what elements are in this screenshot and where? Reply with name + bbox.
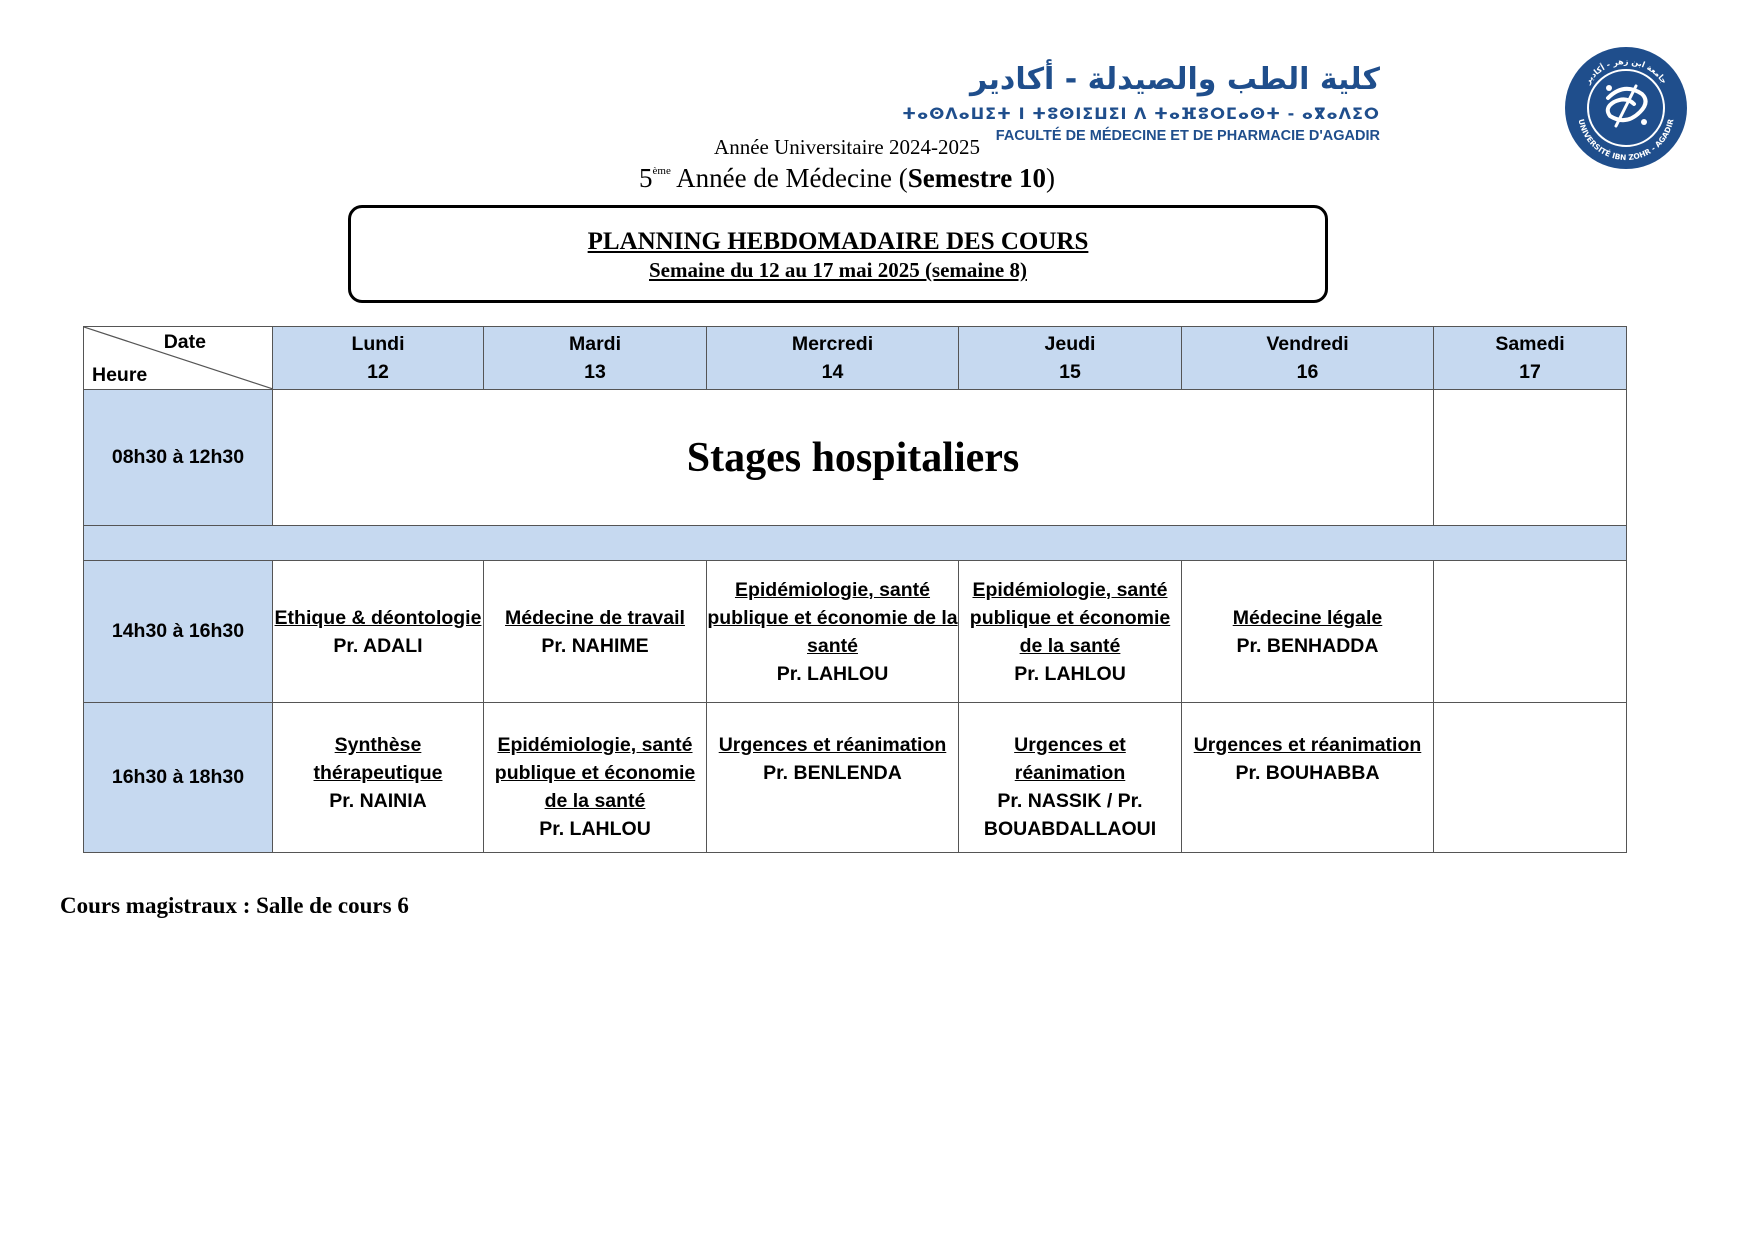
level-superscript: ème [652,165,671,177]
time-slot-morning: 08h30 à 12h30 [84,390,273,526]
day-header-lundi [273,327,484,390]
planning-title-box [348,205,1328,303]
day-header-mercredi [707,327,959,390]
time-slot-1430: 14h30 à 16h30 [84,561,273,703]
course-title: Ethique & déontologie [274,606,482,629]
semester-label: Semestre 10 [907,163,1046,193]
day-header-mardi [484,327,707,390]
corner-date-label: Date [163,331,206,353]
lunch-separator-row [84,526,1627,561]
day-header-jeudi [959,327,1182,390]
course-cell [273,703,484,853]
table-row-slot1 [84,561,1627,703]
course-title: Urgences et réanimation [1014,734,1126,784]
course-cell [707,561,959,703]
course-cell [484,561,707,703]
seal-bottom-text: UNIVERSITÉ IBN ZOHR - AGADIR [1576,118,1676,163]
time-slot-1630: 16h30 à 18h30 [84,703,273,853]
professor-name: Pr. LAHLOU [539,818,651,840]
day-header-samedi [1434,327,1627,390]
day-number: 16 [1296,361,1319,383]
table-row-morning [84,390,1627,526]
professor-name: Pr. BOUHABBA [1235,762,1380,784]
stages-hospitaliers-cell: Stages hospitaliers [273,390,1434,526]
day-number: 14 [821,361,844,383]
weekly-schedule-table [83,326,1627,853]
empty-cell-samedi-slot2 [1434,703,1627,853]
day-name: Mardi [568,333,621,355]
course-title: Urgences et réanimation [718,734,947,756]
course-cell [959,561,1182,703]
level-number: 5 [639,163,653,193]
course-cell [1182,703,1434,853]
professor-name: Pr. LAHLOU [1014,662,1126,685]
academic-year: Année Universitaire 2024-2025 [714,135,980,159]
day-name: Vendredi [1266,333,1349,355]
faculty-name-french: FACULTÉ DE MÉDECINE ET DE PHARMACIE D'AGADIR [995,128,1380,144]
course-title: Synthèse thérapeutique [313,734,443,784]
course-title: Epidémiologie, santé publique et économie de la santé [969,578,1171,657]
professor-name: Pr. ADALI [333,634,423,657]
course-title: Médecine de travail [505,606,685,629]
day-number: 15 [1059,361,1081,383]
professor-name: Pr. NASSIK / Pr. BOUABDALLAOUI [983,790,1157,840]
empty-cell-samedi-slot1 [1434,561,1627,703]
study-level [0,163,1694,194]
day-name: Jeudi [1044,333,1096,355]
course-cell [707,703,959,853]
corner-header-cell [84,327,273,390]
professor-name: Pr. NAINIA [329,790,427,812]
course-cell [959,703,1182,853]
course-cell [484,703,707,853]
course-cell [1182,561,1434,703]
level-text: Année de Médecine ( [670,163,908,193]
level-close-paren: ) [1045,163,1055,193]
planning-title: PLANNING HEBDOMADAIRE DES COURS [587,228,1089,255]
day-name: Mercredi [791,333,874,355]
seal-top-text: جامعة ابن زهر - أكادير [1583,56,1669,86]
day-number: 12 [367,361,389,383]
week-subtitle: Semaine du 12 au 17 mai 2025 (semaine 8) [649,258,1027,282]
day-number: 17 [1519,361,1541,383]
lecture-room-note: Cours magistraux : Salle de cours 6 [60,893,409,918]
professor-name: Pr. LAHLOU [776,662,889,685]
professor-name: Pr. BENLENDA [763,762,902,784]
separator-cell [84,526,1627,561]
day-name: Lundi [351,333,405,355]
corner-heure-label: Heure [92,364,148,386]
day-number: 13 [584,361,606,383]
course-title: Urgences et réanimation [1193,734,1422,756]
professor-name: Pr. BENHADDA [1236,634,1379,657]
course-title: Médecine légale [1232,606,1383,629]
faculty-name-tifinagh: ⵜⴰⵙⴷⴰⵡⵉⵜ ⵏ ⵜⵓⵙⵏⵉⵡⵉⵏ ⴷ ⵜⴰⴼⵓⵔⵎⴰⵙⵜ - ⴰⴳⴰⴷⵉⵔ [902,104,1380,123]
faculty-name-arabic: كلية الطب والصيدلة - أكادير [970,62,1380,97]
course-title: Epidémiologie, santé publique et économie de la santé [707,578,958,657]
empty-cell-samedi-morning [1434,390,1627,526]
professor-name: Pr. NAHIME [541,634,649,657]
table-row-slot2 [84,703,1627,853]
day-name: Samedi [1495,333,1565,355]
course-cell [273,561,484,703]
course-title: Epidémiologie, santé publique et économie de la santé [494,734,696,812]
day-header-vendredi [1182,327,1434,390]
